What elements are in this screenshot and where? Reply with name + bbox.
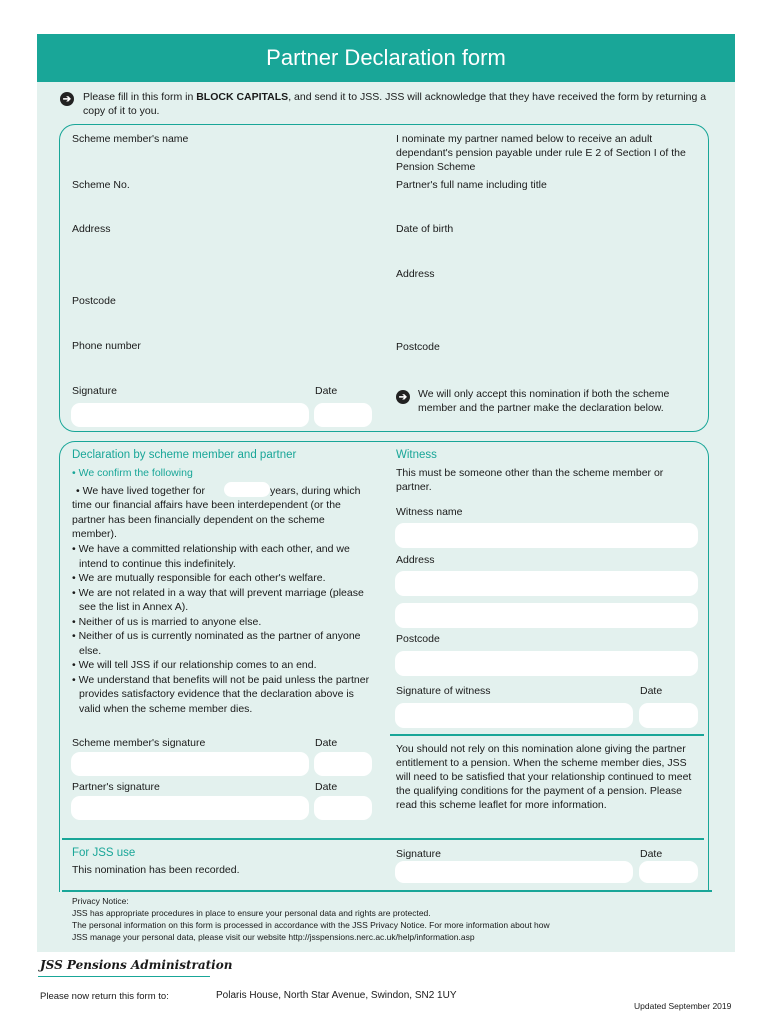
partner-sig-label: Partner's signature — [72, 781, 160, 793]
lived-rest: time our financial affairs have been interdependent (or the partner has been financially dependent on the scheme member). — [72, 499, 341, 540]
privacy-line: JSS has appropriate procedures in place to ensure your personal data and rights are protected. — [72, 908, 431, 918]
arrow-right-icon: ➔ — [396, 390, 410, 404]
form-title: Partner Declaration form — [37, 34, 735, 82]
nominate-text: I nominate my partner named below to receive an adult dependant's pension payable under rule E 2 of Section I of the Pension Scheme — [396, 133, 686, 173]
witness-sig-label: Signature of witness — [396, 685, 491, 697]
declaration-item: • We are not related in a way that will prevent marriage (please see the list in Annex A). — [72, 586, 364, 613]
confirm-text: • We confirm the following — [72, 467, 193, 479]
declaration-item: • We have a committed relationship with each other, and we intend to continue this indefinitely. — [72, 543, 350, 570]
witness-signature-field[interactable] — [395, 703, 633, 728]
witness-name-label: Witness name — [396, 506, 463, 518]
member-declaration-signature-field[interactable] — [71, 752, 309, 776]
divider — [62, 890, 712, 892]
member-postcode-label: Postcode — [72, 295, 116, 307]
recorded-text: This nomination has been recorded. — [72, 864, 240, 876]
jss-date-label: Date — [640, 848, 663, 860]
witness-desc: This must be someone other than the scheme member or partner. — [396, 467, 664, 493]
privacy-notice — [72, 895, 550, 943]
member-declaration-date-field[interactable] — [314, 752, 372, 776]
dob-label: Date of birth — [396, 223, 454, 235]
jss-use-heading: For JSS use — [72, 847, 136, 859]
witness-name-field[interactable] — [395, 523, 698, 548]
member-date-label: Date — [315, 385, 338, 397]
partner-address-label: Address — [396, 268, 435, 280]
org-underline — [38, 976, 210, 977]
member-name-label: Scheme member's name — [72, 133, 189, 145]
witness-address-field-2[interactable] — [395, 603, 698, 628]
member-sig-label: Scheme member's signature — [72, 737, 206, 749]
partner-sig-date-label: Date — [315, 781, 338, 793]
member-signature-field[interactable] — [71, 403, 309, 427]
return-address: Polaris House, North Star Avenue, Swindon, SN2 1UY — [216, 990, 457, 1001]
partner-date-field[interactable] — [314, 796, 372, 820]
witness-heading: Witness — [396, 449, 437, 461]
partner-signature-field[interactable] — [71, 796, 309, 820]
phone-label: Phone number — [72, 340, 141, 352]
declaration-list — [72, 542, 374, 716]
divider — [390, 734, 704, 736]
jss-signature-field[interactable] — [395, 861, 633, 883]
witness-address-label: Address — [396, 554, 435, 566]
lived-pre: • We have lived together for — [76, 485, 205, 497]
jss-signature-label: Signature — [396, 848, 441, 860]
witness-date-label: Date — [640, 685, 663, 697]
declaration-item: • We understand that benefits will not be paid unless the partner provides satisfactory evidence that the declaration above is valid when the scheme member dies. — [72, 673, 370, 715]
privacy-line: The personal information on this form is processed in accordance with the JSS Privacy Notice. For more information about how — [72, 920, 550, 930]
pension-warning: You should not rely on this nomination alone giving the partner entitlement to a pension. When the scheme member dies, JSS will need to be satisfied that your relationship continued to meet the qualifying conditions for the payment of a pension. Please read this scheme leaflet for more information. — [396, 743, 692, 811]
privacy-line: JSS manage your personal data, please visit our website http://jsspensions.nerc.ac.uk/help/information.asp — [72, 932, 475, 942]
intro-pre: Please fill in this form in — [83, 91, 197, 103]
witness-date-field[interactable] — [639, 703, 698, 728]
nomination-note: We will only accept this nomination if both the scheme member and the partner make the declaration below. — [418, 388, 670, 414]
witness-postcode-label: Postcode — [396, 633, 440, 645]
witness-address-field-1[interactable] — [395, 571, 698, 596]
org-name: JSS Pensions Administration — [40, 958, 233, 972]
years-field[interactable] — [224, 482, 270, 497]
declaration-item: • We are mutually responsible for each other's welfare. — [72, 572, 326, 584]
lived-post: years, during which — [270, 485, 361, 497]
member-date-field[interactable] — [314, 403, 372, 427]
partner-postcode-label: Postcode — [396, 341, 440, 353]
intro-post: , and send it to JSS. JSS will acknowledge that they have received the form by returning a copy of it to you. — [83, 91, 707, 117]
declaration-item: • Neither of us is currently nominated as the partner of anyone else. — [72, 630, 361, 657]
jss-date-field[interactable] — [639, 861, 698, 883]
partner-fullname-label: Partner's full name including title — [396, 179, 547, 191]
declaration-item: • We will tell JSS if our relationship comes to an end. — [72, 659, 317, 671]
member-sig-date-label: Date — [315, 737, 338, 749]
privacy-title: Privacy Notice: — [72, 896, 129, 906]
intro-bold: BLOCK CAPITALS — [196, 91, 289, 103]
witness-postcode-field[interactable] — [395, 651, 698, 676]
divider — [62, 838, 704, 840]
return-label: Please now return this form to: — [40, 991, 169, 1002]
member-signature-label: Signature — [72, 385, 117, 397]
intro-text — [83, 90, 713, 118]
member-address-label: Address — [72, 223, 111, 235]
declaration-heading: Declaration by scheme member and partner — [72, 449, 297, 461]
arrow-right-icon: ➔ — [60, 92, 74, 106]
scheme-no-label: Scheme No. — [72, 179, 130, 191]
declaration-item: • Neither of us is married to anyone else. — [72, 615, 262, 628]
updated-date: Updated September 2019 — [634, 1001, 732, 1011]
